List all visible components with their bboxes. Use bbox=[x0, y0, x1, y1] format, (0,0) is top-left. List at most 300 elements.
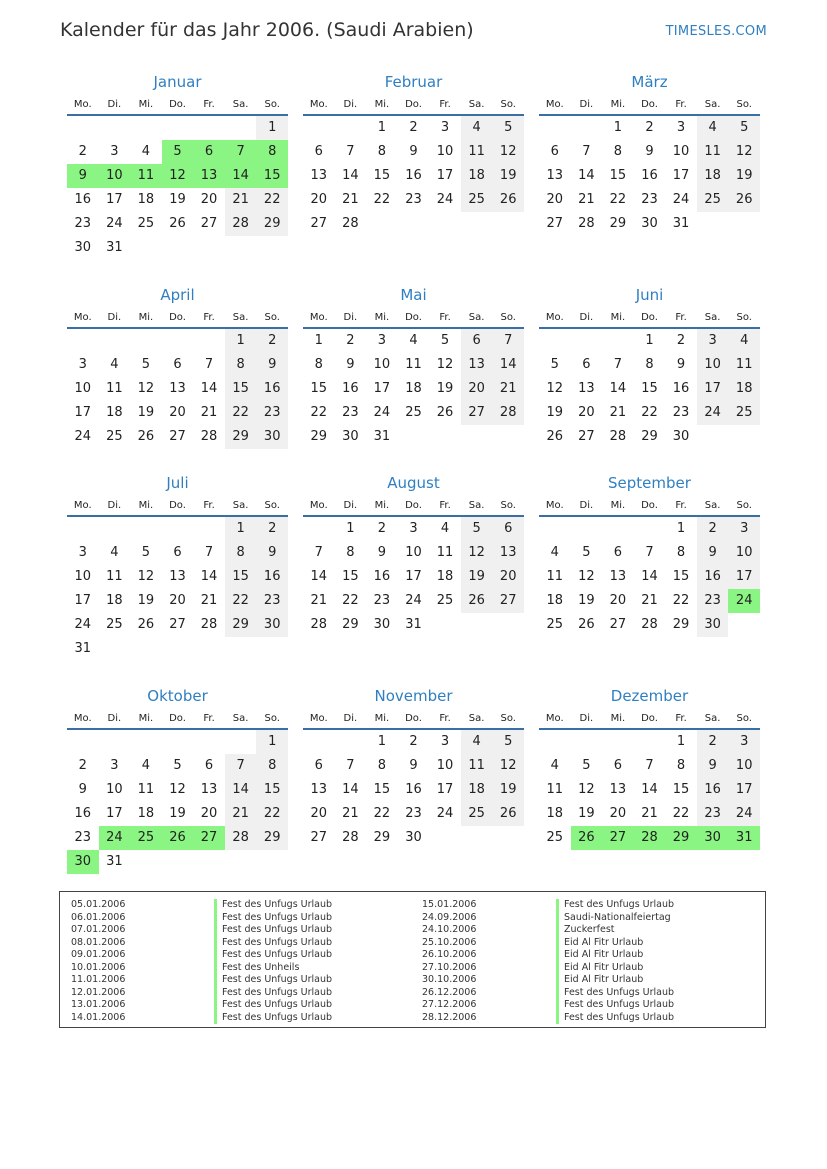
empty-cell bbox=[225, 850, 257, 874]
day-cell: 28 bbox=[342, 830, 359, 845]
weekday-label: Sa. bbox=[468, 500, 485, 511]
day-cell: 13 bbox=[193, 164, 225, 188]
day-cell: 11 bbox=[546, 569, 564, 584]
day-cell: 8 bbox=[346, 545, 355, 560]
day-cell: 6 bbox=[204, 758, 214, 773]
day-cell: 7 bbox=[346, 758, 355, 773]
day-cell: 18 bbox=[697, 164, 729, 188]
legend-date: 27.10.2006 bbox=[422, 961, 477, 973]
day-cell: 14 bbox=[609, 381, 627, 396]
empty-cell bbox=[539, 329, 571, 353]
day-cell: 28 bbox=[492, 401, 524, 425]
day-cell: 26 bbox=[492, 802, 524, 826]
day-cell: 19 bbox=[137, 405, 155, 420]
day-cell: 8 bbox=[225, 541, 257, 565]
day-cell: 14 bbox=[641, 782, 658, 797]
day-grid bbox=[67, 730, 288, 874]
empty-cell bbox=[256, 637, 288, 661]
day-cell: 1 bbox=[377, 734, 387, 749]
empty-cell bbox=[130, 236, 162, 260]
day-cell: 26 bbox=[137, 429, 155, 444]
day-cell: 27 bbox=[602, 826, 634, 850]
weekday-label: Fr. bbox=[203, 713, 215, 724]
day-cell: 1 bbox=[645, 333, 654, 348]
legend-holiday-name: Fest des Unfugs Urlaub bbox=[214, 949, 332, 962]
day-cell: 24 bbox=[436, 806, 454, 821]
legend-date: 27.12.2006 bbox=[422, 999, 477, 1010]
day-cell: 1 bbox=[256, 116, 288, 140]
empty-cell bbox=[162, 730, 194, 754]
day-cell: 16 bbox=[672, 381, 690, 396]
weekday-label: Mo. bbox=[309, 713, 328, 724]
legend-holiday-name: Eid Al Fitr Urlaub bbox=[556, 949, 674, 962]
day-cell: 18 bbox=[546, 593, 564, 608]
day-cell: 21 bbox=[225, 188, 257, 212]
month-name: August bbox=[387, 474, 440, 492]
weekday-label: So. bbox=[500, 312, 516, 323]
empty-cell bbox=[728, 425, 760, 449]
weekday-label: Di. bbox=[343, 99, 358, 110]
weekday-label: Di. bbox=[107, 312, 122, 323]
day-cell: 31 bbox=[373, 429, 391, 444]
day-cell: 23 bbox=[405, 192, 422, 207]
day-cell: 29 bbox=[225, 425, 257, 449]
weekday-label: Sa. bbox=[232, 500, 249, 511]
day-cell: 9 bbox=[256, 353, 288, 377]
legend-holiday-name: Eid Al Fitr Urlaub bbox=[556, 974, 674, 987]
day-cell: 5 bbox=[492, 730, 524, 754]
empty-cell bbox=[67, 730, 99, 754]
day-cell: 18 bbox=[546, 806, 564, 821]
empty-cell bbox=[602, 730, 634, 754]
day-cell: 29 bbox=[256, 826, 288, 850]
empty-cell bbox=[225, 236, 257, 260]
weekday-label: Fr. bbox=[439, 713, 451, 724]
day-cell: 3 bbox=[78, 545, 87, 560]
weekday-label: Do. bbox=[641, 713, 658, 724]
weekday-label: So. bbox=[736, 312, 752, 323]
weekday-label: Mi. bbox=[610, 99, 626, 110]
day-cell: 15 bbox=[256, 164, 288, 188]
day-cell: 14 bbox=[641, 569, 658, 584]
day-cell: 4 bbox=[409, 333, 418, 348]
day-cell: 15 bbox=[609, 168, 627, 183]
weekday-label: Do. bbox=[169, 312, 186, 323]
empty-cell bbox=[99, 116, 131, 140]
day-cell: 12 bbox=[578, 569, 595, 584]
day-cell: 11 bbox=[436, 545, 454, 560]
legend-holiday-name: Eid Al Fitr Urlaub bbox=[556, 962, 674, 975]
day-cell: 16 bbox=[74, 192, 92, 207]
day-cell: 6 bbox=[613, 758, 623, 773]
day-cell: 27 bbox=[546, 216, 564, 231]
weekday-label: Sa. bbox=[468, 312, 485, 323]
month-name: September bbox=[608, 474, 691, 492]
day-cell: 13 bbox=[492, 541, 524, 565]
day-cell: 9 bbox=[377, 545, 387, 560]
day-cell: 5 bbox=[173, 758, 182, 773]
day-cell: 10 bbox=[436, 144, 454, 159]
day-cell: 5 bbox=[728, 116, 760, 140]
day-cell: 12 bbox=[137, 569, 155, 584]
day-cell: 17 bbox=[436, 782, 454, 797]
day-cell: 7 bbox=[582, 144, 591, 159]
empty-cell bbox=[130, 329, 162, 353]
day-cell: 31 bbox=[106, 240, 123, 255]
day-cell: 24 bbox=[405, 593, 422, 608]
day-cell: 21 bbox=[492, 377, 524, 401]
day-cell: 31 bbox=[405, 617, 422, 632]
day-cell: 22 bbox=[310, 405, 328, 420]
day-cell: 25 bbox=[461, 802, 493, 826]
empty-cell bbox=[162, 116, 194, 140]
day-cell: 8 bbox=[676, 758, 686, 773]
day-cell: 10 bbox=[672, 144, 690, 159]
day-cell: 1 bbox=[613, 120, 623, 135]
day-cell: 4 bbox=[461, 116, 493, 140]
day-cell: 13 bbox=[578, 381, 595, 396]
month-1 bbox=[67, 72, 288, 260]
day-cell: 6 bbox=[173, 357, 182, 372]
day-cell: 18 bbox=[137, 192, 155, 207]
weekday-label: Do. bbox=[169, 500, 186, 511]
day-cell: 28 bbox=[310, 617, 328, 632]
empty-cell bbox=[193, 637, 225, 661]
day-cell: 6 bbox=[314, 758, 323, 773]
day-cell: 3 bbox=[728, 517, 760, 541]
empty-cell bbox=[99, 730, 131, 754]
empty-cell bbox=[429, 212, 461, 236]
weekday-label: Di. bbox=[579, 312, 594, 323]
day-cell: 18 bbox=[728, 377, 760, 401]
day-cell: 16 bbox=[697, 565, 729, 589]
empty-cell bbox=[697, 212, 729, 236]
empty-cell bbox=[539, 116, 571, 140]
day-cell: 16 bbox=[373, 569, 391, 584]
weekday-label: Do. bbox=[169, 99, 186, 110]
legend-holiday-name: Fest des Unfugs Urlaub bbox=[214, 999, 332, 1012]
day-cell: 11 bbox=[461, 140, 493, 164]
weekday-label: Di. bbox=[579, 713, 594, 724]
empty-cell bbox=[225, 637, 257, 661]
day-grid bbox=[539, 730, 760, 850]
day-cell: 10 bbox=[697, 353, 729, 377]
weekday-label: Mo. bbox=[545, 312, 564, 323]
empty-cell bbox=[67, 329, 99, 353]
day-cell: 5 bbox=[141, 545, 151, 560]
day-cell: 28 bbox=[342, 216, 359, 231]
weekday-header bbox=[539, 706, 760, 730]
day-cell: 19 bbox=[578, 593, 595, 608]
day-cell: 19 bbox=[728, 164, 760, 188]
day-cell: 28 bbox=[634, 826, 666, 850]
day-cell: 24 bbox=[106, 216, 123, 231]
empty-cell bbox=[162, 329, 194, 353]
legend-date: 24.09.2006 bbox=[422, 911, 477, 923]
weekday-label: Do. bbox=[405, 713, 422, 724]
legend-holiday-name: Fest des Unfugs Urlaub bbox=[214, 924, 332, 937]
month-9 bbox=[539, 473, 760, 637]
day-cell: 18 bbox=[461, 778, 493, 802]
day-cell: 13 bbox=[310, 168, 328, 183]
weekday-label: So. bbox=[500, 713, 516, 724]
day-cell: 8 bbox=[645, 357, 654, 372]
day-cell: 9 bbox=[676, 357, 686, 372]
weekday-label: Mi. bbox=[610, 312, 626, 323]
day-cell: 30 bbox=[256, 613, 288, 637]
day-cell: 20 bbox=[546, 192, 564, 207]
day-cell: 25 bbox=[436, 593, 454, 608]
day-grid bbox=[539, 116, 760, 236]
day-cell: 2 bbox=[697, 517, 729, 541]
month-8 bbox=[303, 473, 524, 637]
day-cell: 29 bbox=[641, 429, 658, 444]
day-cell: 29 bbox=[342, 617, 359, 632]
weekday-header bbox=[67, 706, 288, 730]
day-cell: 26 bbox=[546, 429, 564, 444]
day-cell: 28 bbox=[578, 216, 595, 231]
day-cell: 25 bbox=[106, 429, 123, 444]
month-name: April bbox=[160, 286, 195, 304]
day-cell: 29 bbox=[665, 826, 697, 850]
day-cell: 3 bbox=[440, 734, 450, 749]
empty-cell bbox=[728, 212, 760, 236]
day-cell: 15 bbox=[672, 569, 690, 584]
day-cell: 4 bbox=[550, 545, 559, 560]
day-cell: 21 bbox=[641, 593, 658, 608]
day-cell: 22 bbox=[641, 405, 658, 420]
day-cell: 19 bbox=[492, 778, 524, 802]
day-cell: 24 bbox=[74, 429, 92, 444]
day-cell: 23 bbox=[672, 405, 690, 420]
weekday-label: Do. bbox=[641, 99, 658, 110]
empty-cell bbox=[193, 850, 225, 874]
day-cell: 14 bbox=[492, 353, 524, 377]
weekday-label: Mo. bbox=[309, 312, 328, 323]
weekday-label: Sa. bbox=[704, 713, 721, 724]
day-cell: 12 bbox=[162, 164, 194, 188]
day-cell: 16 bbox=[74, 806, 92, 821]
day-cell: 2 bbox=[256, 329, 288, 353]
day-cell: 8 bbox=[377, 144, 387, 159]
day-cell: 27 bbox=[310, 216, 328, 231]
day-cell: 22 bbox=[225, 589, 257, 613]
day-cell: 11 bbox=[137, 782, 155, 797]
weekday-label: Di. bbox=[107, 713, 122, 724]
day-grid bbox=[303, 517, 524, 637]
weekday-label: Fr. bbox=[439, 312, 451, 323]
month-name: Dezember bbox=[610, 687, 689, 705]
day-cell: 16 bbox=[256, 565, 288, 589]
weekday-label: Di. bbox=[107, 99, 122, 110]
empty-cell bbox=[99, 517, 131, 541]
weekday-label: Mi. bbox=[374, 500, 390, 511]
weekday-label: Mo. bbox=[73, 312, 92, 323]
weekday-label: Sa. bbox=[704, 500, 721, 511]
empty-cell bbox=[571, 116, 603, 140]
weekday-label: So. bbox=[500, 99, 516, 110]
weekday-header bbox=[303, 493, 524, 517]
empty-cell bbox=[571, 517, 603, 541]
weekday-label: Di. bbox=[343, 312, 358, 323]
month-7 bbox=[67, 473, 288, 661]
day-cell: 7 bbox=[225, 140, 257, 164]
empty-cell bbox=[256, 236, 288, 260]
legend-date: 05.01.2006 bbox=[71, 899, 126, 910]
day-cell: 3 bbox=[440, 120, 450, 135]
day-grid bbox=[67, 517, 288, 661]
brand-link[interactable]: TIMESLES.COM bbox=[665, 24, 767, 39]
weekday-label: So. bbox=[264, 713, 280, 724]
day-cell: 9 bbox=[346, 357, 355, 372]
day-cell: 15 bbox=[342, 569, 359, 584]
empty-cell bbox=[303, 517, 335, 541]
day-cell: 20 bbox=[609, 593, 627, 608]
day-cell: 13 bbox=[461, 353, 493, 377]
day-cell: 15 bbox=[256, 778, 288, 802]
day-cell: 17 bbox=[728, 565, 760, 589]
month-10 bbox=[67, 686, 288, 874]
weekday-label: Fr. bbox=[439, 99, 451, 110]
empty-cell bbox=[461, 425, 493, 449]
day-cell: 14 bbox=[225, 778, 257, 802]
weekday-label: So. bbox=[736, 99, 752, 110]
day-grid bbox=[67, 329, 288, 449]
day-cell: 23 bbox=[74, 830, 92, 845]
day-cell: 1 bbox=[346, 521, 355, 536]
day-cell: 1 bbox=[225, 329, 257, 353]
month-name: Januar bbox=[153, 73, 202, 91]
day-cell: 11 bbox=[697, 140, 729, 164]
day-cell: 22 bbox=[342, 593, 359, 608]
day-cell: 14 bbox=[578, 168, 595, 183]
weekday-label: Mi. bbox=[610, 500, 626, 511]
weekday-label: Di. bbox=[343, 500, 358, 511]
day-cell: 3 bbox=[110, 758, 119, 773]
day-cell: 26 bbox=[461, 589, 493, 613]
day-cell: 23 bbox=[405, 806, 422, 821]
legend-date: 26.10.2006 bbox=[422, 949, 477, 960]
day-cell: 10 bbox=[74, 381, 92, 396]
day-cell: 14 bbox=[310, 569, 328, 584]
day-cell: 30 bbox=[405, 830, 422, 845]
day-cell: 5 bbox=[440, 333, 450, 348]
empty-cell bbox=[571, 730, 603, 754]
day-cell: 10 bbox=[373, 357, 391, 372]
day-cell: 4 bbox=[728, 329, 760, 353]
legend-holiday-name: Zuckerfest bbox=[556, 924, 674, 937]
day-grid bbox=[539, 517, 760, 637]
legend-holiday-name: Fest des Unfugs Urlaub bbox=[556, 999, 674, 1012]
empty-cell bbox=[492, 826, 524, 850]
day-cell: 8 bbox=[225, 353, 257, 377]
day-cell: 29 bbox=[225, 613, 257, 637]
day-cell: 15 bbox=[373, 782, 391, 797]
day-cell: 8 bbox=[613, 144, 623, 159]
day-cell: 18 bbox=[137, 806, 155, 821]
weekday-header bbox=[67, 92, 288, 116]
day-cell: 12 bbox=[436, 357, 454, 372]
day-cell: 25 bbox=[546, 617, 564, 632]
day-cell: 7 bbox=[492, 329, 524, 353]
weekday-header bbox=[303, 305, 524, 329]
day-cell: 30 bbox=[697, 826, 729, 850]
day-grid bbox=[303, 730, 524, 850]
day-cell: 6 bbox=[461, 329, 493, 353]
day-cell: 22 bbox=[256, 188, 288, 212]
weekday-label: So. bbox=[264, 99, 280, 110]
day-cell: 28 bbox=[225, 826, 257, 850]
day-cell: 1 bbox=[676, 521, 686, 536]
day-cell: 5 bbox=[550, 357, 559, 372]
empty-cell bbox=[634, 517, 666, 541]
empty-cell bbox=[398, 425, 430, 449]
day-cell: 4 bbox=[461, 730, 493, 754]
day-cell: 22 bbox=[256, 802, 288, 826]
day-cell: 5 bbox=[492, 116, 524, 140]
legend-date: 24.10.2006 bbox=[422, 924, 477, 935]
empty-cell bbox=[492, 613, 524, 637]
empty-cell bbox=[99, 329, 131, 353]
day-cell: 20 bbox=[169, 593, 186, 608]
day-cell: 7 bbox=[645, 758, 654, 773]
month-6 bbox=[539, 285, 760, 449]
day-cell: 21 bbox=[225, 802, 257, 826]
day-cell: 8 bbox=[676, 545, 686, 560]
day-cell: 20 bbox=[578, 405, 595, 420]
weekday-label: Sa. bbox=[704, 99, 721, 110]
day-cell: 15 bbox=[310, 381, 328, 396]
empty-cell bbox=[335, 730, 367, 754]
day-cell: 21 bbox=[578, 192, 595, 207]
weekday-label: Di. bbox=[579, 500, 594, 511]
weekday-label: Do. bbox=[169, 713, 186, 724]
empty-cell bbox=[492, 212, 524, 236]
day-cell: 8 bbox=[314, 357, 323, 372]
empty-cell bbox=[162, 236, 194, 260]
day-cell: 17 bbox=[728, 778, 760, 802]
day-cell: 19 bbox=[137, 593, 155, 608]
day-cell: 28 bbox=[609, 429, 627, 444]
day-cell: 27 bbox=[169, 617, 186, 632]
weekday-header bbox=[539, 92, 760, 116]
day-cell: 12 bbox=[492, 140, 524, 164]
day-cell: 12 bbox=[578, 782, 595, 797]
legend-date: 25.10.2006 bbox=[422, 936, 477, 948]
day-cell: 13 bbox=[169, 569, 186, 584]
empty-cell bbox=[335, 116, 367, 140]
weekday-label: Mo. bbox=[73, 99, 92, 110]
day-cell: 4 bbox=[110, 545, 119, 560]
holiday-legend bbox=[59, 891, 766, 1028]
empty-cell bbox=[256, 850, 288, 874]
day-cell: 17 bbox=[74, 593, 92, 608]
day-cell: 16 bbox=[405, 168, 422, 183]
weekday-label: Mi. bbox=[138, 713, 154, 724]
day-cell: 6 bbox=[613, 545, 623, 560]
day-cell: 2 bbox=[78, 758, 87, 773]
day-cell: 31 bbox=[74, 641, 92, 656]
legend-holiday-name: Fest des Unfugs Urlaub bbox=[214, 987, 332, 1000]
legend-holiday-name: Fest des Unheils bbox=[214, 962, 332, 975]
day-cell: 27 bbox=[578, 429, 595, 444]
day-cell: 23 bbox=[373, 593, 391, 608]
day-cell: 17 bbox=[106, 192, 123, 207]
day-cell: 2 bbox=[256, 517, 288, 541]
empty-cell bbox=[728, 613, 760, 637]
weekday-label: Mi. bbox=[374, 99, 390, 110]
legend-holiday-name: Fest des Unfugs Urlaub bbox=[214, 899, 332, 912]
